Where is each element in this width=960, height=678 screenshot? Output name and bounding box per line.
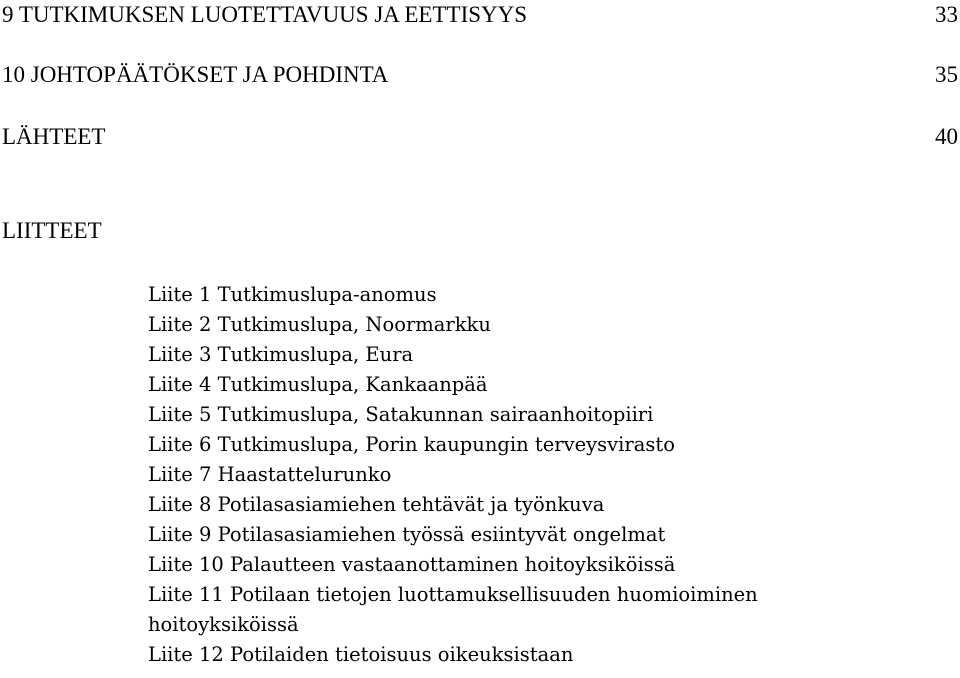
appendix-item-continuation: hoitoyksiköissä — [148, 613, 299, 636]
appendix-item: Liite 11 Potilaan tietojen luottamuksellisuuden huomioiminen — [148, 583, 758, 606]
appendix-item: Liite 7 Haastattelurunko — [148, 463, 392, 486]
appendix-item: Liite 3 Tutkimuslupa, Eura — [148, 343, 414, 366]
toc-entry-page: 40 — [935, 124, 958, 149]
appendix-item: Liite 2 Tutkimuslupa, Noormarkku — [148, 313, 491, 336]
toc-entry-title: 9 TUTKIMUKSEN LUOTETTAVUUS JA EETTISYYS — [2, 2, 528, 27]
appendix-item: Liite 8 Potilasasiamiehen tehtävät ja työnkuva — [148, 493, 605, 516]
appendix-item: Liite 9 Potilasasiamiehen työssä esiintyvät ongelmat — [148, 523, 666, 546]
toc-entry-title: LÄHTEET — [2, 124, 106, 149]
appendix-item: Liite 4 Tutkimuslupa, Kankaanpää — [148, 373, 488, 396]
appendix-list — [148, 280, 758, 670]
appendices-heading: LIITTEET — [2, 218, 102, 243]
toc-entry-title: 10 JOHTOPÄÄTÖKSET JA POHDINTA — [2, 62, 389, 87]
appendix-item: Liite 12 Potilaiden tietoisuus oikeuksistaan — [148, 643, 574, 666]
appendix-item: Liite 10 Palautteen vastaanottaminen hoitoyksiköissä — [148, 553, 676, 576]
toc-entry-page: 33 — [935, 2, 958, 27]
appendix-item: Liite 5 Tutkimuslupa, Satakunnan sairaanhoitopiiri — [148, 403, 654, 426]
toc-entry-page: 35 — [935, 62, 958, 87]
appendix-item: Liite 6 Tutkimuslupa, Porin kaupungin terveysvirasto — [148, 433, 675, 456]
appendix-item: Liite 1 Tutkimuslupa-anomus — [148, 283, 437, 306]
